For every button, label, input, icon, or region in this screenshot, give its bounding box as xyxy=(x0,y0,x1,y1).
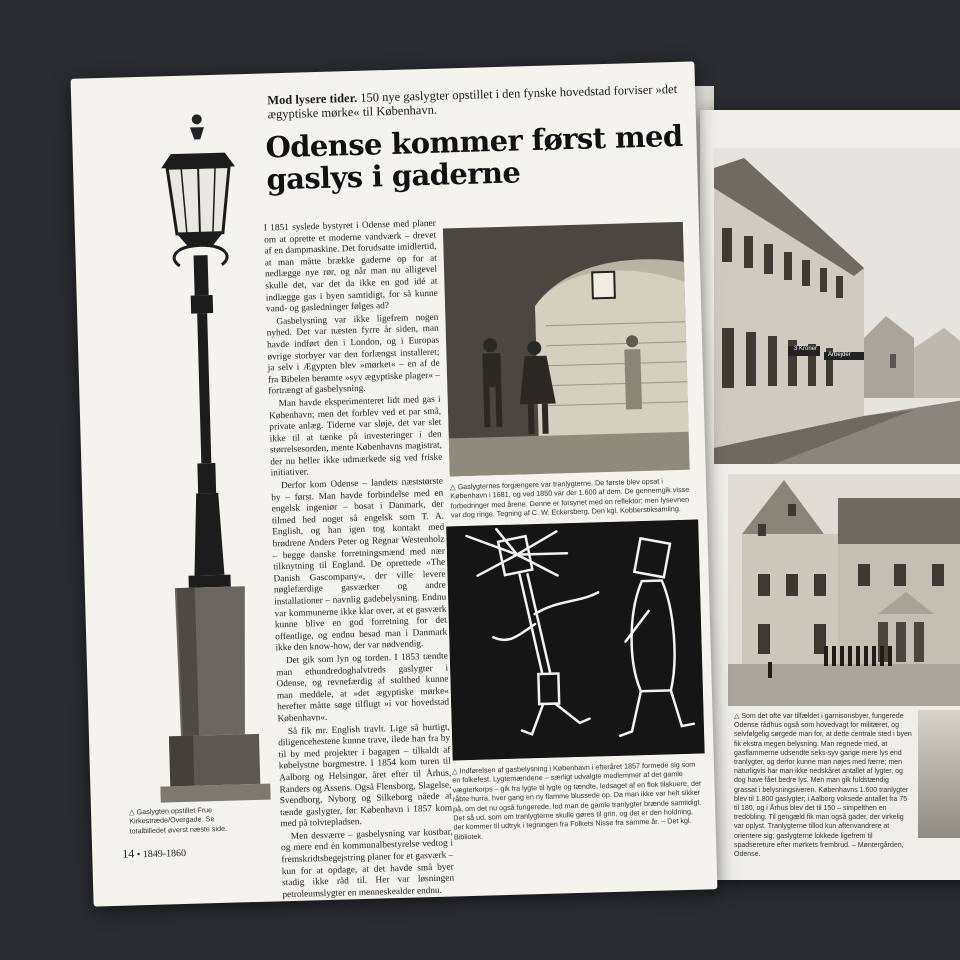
body-paragraph: Gasbelysning var ikke ligefrem nogen nyhed. Det var næsten fyrre år siden, man havde indført den i London, og i Europas øvrige storbyer var den forlængst installeret; ja selv i Ægypten blev »mørket« – en af de fra Bibelen berømte »syv ægyptiske plager« – fortrængt af gasbelysning. xyxy=(266,312,441,397)
page-footer xyxy=(122,845,186,862)
kicker xyxy=(267,82,688,122)
corner-photo xyxy=(918,710,960,838)
tunnel-caption: △ Gaslygternes forgængere var tranlygterne. De første blev opsat i København i 1681, og ved 1850 var der 1.600 af dem. De gennemgik visse forbedringer med årene. Denne er forsynet med en reflektor; men lysevnen var dog ringe. Tegning af C. W. Eckersberg, Den kgl. Kobberstiksamling. xyxy=(449,476,690,520)
town-hall-caption: △ Som det ofte var tilfældet i garnisonsbyer, fungerede Odense rådhus også som hovedvagt for militæret, og selvfølgelig sørgede man for, at dette centrale sted i byen fik ekstra megen belysning. Man regnede med, at gasflammerne udsendte seks-syv gange mere lys end tranlygter, og derfor kunne man nøjes med færre; men naturligvis har man ikke nedskåret antallet af lygter, og dog have fået bedre lys. Men man gik fuldstændig grassat i belysningsiveren. Københavns 1.600 tranlygter blev til 1.800 gaslygter; i Aalborg voksede antallet fra 75 til 180, og i Århus blev det til 150 – simpelthen en tredobling. Til gengæld fik man også gader, der virkelig var oplyst. Tranlygterne tillod kun aftenvandrere at orientere sig; gaslygterne lokkede ligefrem til spadsereture efter mørkets frembrud. – Møntergården, Odense. xyxy=(734,713,912,859)
town-hall-photo xyxy=(728,474,960,706)
footer-separator: • xyxy=(134,849,143,861)
article-body xyxy=(264,219,455,903)
town-hall-drawing xyxy=(728,474,960,706)
shop-sign-1: 3 Kroner xyxy=(794,346,818,352)
cartoon-drawing xyxy=(446,520,704,761)
headline-line-2: gaslys i gaderne xyxy=(265,155,521,197)
article-headline xyxy=(265,119,707,195)
kicker-text: 150 nye gaslygter opstillet i den fynske hovedstad forviser »det ægyptiske mørke« til København. xyxy=(267,81,678,122)
tunnel-illustration xyxy=(443,222,690,477)
lamp-caption: △ Gaslygten opstillet Frue Kirkestræde/Overgade. Se totalbilledet øverst næste side. xyxy=(128,805,228,836)
headline-line-1: Odense kommer først med xyxy=(265,118,683,165)
gas-lamp-photo xyxy=(101,104,270,808)
kicker-lead: Mod lysere tider. xyxy=(267,90,358,108)
street-photo xyxy=(714,148,960,464)
tunnel-drawing xyxy=(443,222,690,477)
street-photo-drawing xyxy=(714,148,960,464)
cartoon-caption: △ Indførelsen af gasbelysning i København i efteråret 1857 formede sig som en folkefest. Lygtemændene – særligt udvalgte medlemmer af det gamle vægterkorps – gik fra lygte til lygte og tændte, ledsaget af en flok tilskuere, der råbte hurra, hver gang en ny flamme blussede op. Da man ikke var helt sikker på, om det nu også fungerede, lod man de gamle tranlygter brænde samtidigt. Det så ud, som om tranlygterne skulle gøres til grin, og det er den holdning, der kommer til udtryk i tegningen fra Folkets Nisse fra samme år. – Det kgl. Bibliotek. xyxy=(451,759,702,842)
body-paragraph: Men desværre – gasbelysning var kostbar, og mere end én kommunalbestyrelse vedtog i fremskridtsbegejstring planer for et gasværk – kun for at opdage, at det havde små byer stadig ikke råd til. Her var løsningen petroleumslygter en menneskealder endnu. xyxy=(281,827,455,901)
body-paragraph: Derfor kom Odense – landets næststørste by – først. Man havde forbindelse med en engelsk ingeniør – bosat i Danmark, der tilmed hed noget så engelsk som T. A. English, og han igen tog kontakt med brødrene Anders Peter og Regnar Westenholz – begge danske forretningsmænd med nær tilknytning til England. De oprettede »The Danish Gascompany«, der ville levere nøglefærdige gasværker og andre installationer – navnlig gadebelysning. Endnu var kommunerne ikke klar over, at et gasværk kunne blive en god forretning for det offentlige, og endnu besad man i Danmark ikke den know-how, der var nødvendig. xyxy=(271,476,448,654)
left-page xyxy=(71,61,718,906)
gas-lamp-icon xyxy=(101,104,270,808)
page-number: 14 xyxy=(122,846,135,861)
body-paragraph: Man havde eksperimenteret lidt med gas i København; men det forblev ved et par små, private anlæg. Tiderne var sløje, det var slet ikke til at tænke på investeringer i den størrelsesorden, mente Københavns magistrat, der nu heller ikke udmærkede sig ved friske initiativer. xyxy=(268,394,443,479)
cartoon-illustration xyxy=(446,520,704,761)
body-paragraph: I 1851 syslede bystyret i Odense med planer om at oprette et moderne vandværk – drevet af en dampmaskine. Det forudsatte imidlertid, at man måtte brække gaderne op for at nedlægge nye rør, og når man nu alligevel skulle det, var det da ikke en god idé at indlægge gas i byen samtidigt, for så kunne vand- og gasledninger følges ad? xyxy=(263,218,438,315)
body-paragraph: Så fik mr. English travlt. Lige så hurtigt, diligencehestene kunne trave, ilede han fra by til by med projekter i bagagen – tilkaldt af købelystne borgmestre. I 1854 kom turen til Aalborg og Helsingør, året efter til Århus, Randers og Assens. Også Flensborg, Slagelse, Svendborg, Nyborg og Silkeborg nåede at tænde gaslygter, før København i 1857 kom med på tolvtepladsen. xyxy=(278,722,453,830)
footer-years: 1849-1860 xyxy=(142,847,187,861)
body-paragraph: Det gik som lyn og torden. I 1853 tændte man ethundredoghalvtreds gaslygter i Odense, og revnefærdig af stolthed kunne man meddele, at »det ægyptiske mørke« herefter måtte søge tilflugt »i vor hovedstad København«. xyxy=(276,651,450,725)
shop-sign-2: Arbejder xyxy=(828,352,851,358)
